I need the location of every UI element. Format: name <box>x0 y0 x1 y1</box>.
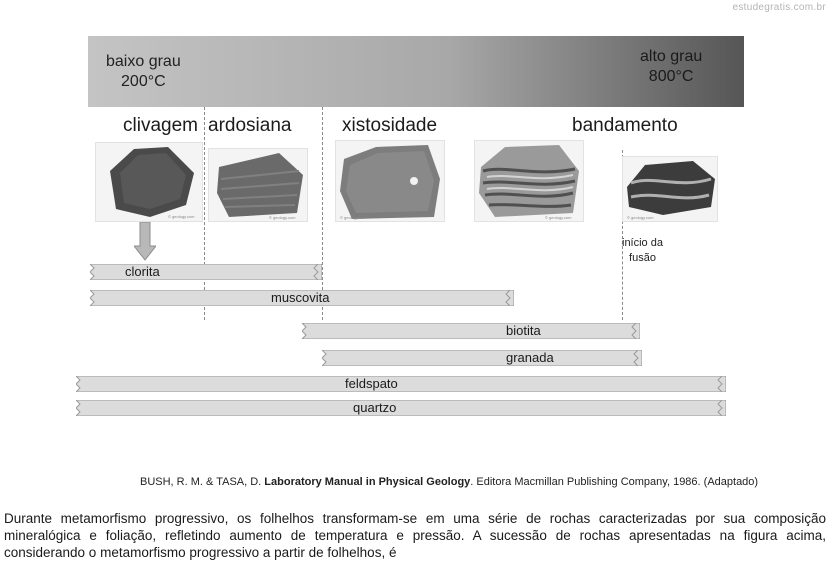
fusion-label-line1: início da <box>622 237 663 249</box>
rock-caption-2: © geology.com <box>269 215 296 220</box>
mineral-label-feldspato: feldspato <box>345 376 398 391</box>
low-grade-label <box>106 52 181 92</box>
mineral-label-granada: granada <box>506 350 554 365</box>
mineral-label-quartzo: quartzo <box>353 400 397 415</box>
mineral-band-muscovita <box>90 290 514 306</box>
rock-caption-3: © geology.com <box>340 215 367 220</box>
stage-bandamento: bandamento <box>572 115 678 136</box>
mineral-label-muscovita: muscovita <box>271 290 330 305</box>
citation-publisher: . Editora Macmillan Publishing Company, 1986. (Adaptado) <box>470 476 759 488</box>
rock-caption-1: © geology.com <box>168 214 195 219</box>
mineral-label-biotita: biotita <box>506 323 541 338</box>
rock-photo-schist <box>335 140 445 222</box>
down-arrow-icon <box>134 222 156 267</box>
question-text: Durante metamorfismo progressivo, os folhelhos transformam-se em uma série de rochas caracterizadas por sua composição mineralógica e foliação, refletindo aumento de temperatura e pressão. A sucessão de rochas apresentadas na figura acima, considerando o metamorfismo progressivo a partir de folhelhos, é <box>4 511 826 560</box>
stage-ardosiana: ardosiana <box>208 115 292 136</box>
high-grade-title: alto grau <box>640 48 703 65</box>
mineral-band-granada <box>322 350 642 366</box>
watermark: estudegratis.com.br <box>732 2 826 13</box>
rock-photo-phyllite <box>208 148 308 222</box>
fusion-label-line2: fusão <box>629 252 656 264</box>
mineral-label-clorita: clorita <box>125 264 160 279</box>
mineral-band-feldspato <box>76 376 726 392</box>
rock-caption-5: © geology.com <box>627 215 654 220</box>
rock-photo-slate <box>95 142 203 222</box>
low-grade-temperature: 200°C <box>121 73 166 90</box>
rock-caption-4: © geology.com <box>545 215 572 220</box>
citation-title: Laboratory Manual in Physical Geology <box>264 476 471 488</box>
mineral-band-clorita <box>90 264 322 280</box>
stage-clivagem: clivagem <box>123 115 198 136</box>
divider-line-1 <box>204 107 205 320</box>
rock-photo-migmatite <box>622 156 718 222</box>
mineral-band-quartzo <box>76 400 726 416</box>
high-grade-label <box>640 47 702 87</box>
stage-xistosidade: xistosidade <box>342 115 438 136</box>
mineral-band-biotita <box>302 323 640 339</box>
rock-photo-gneiss <box>474 140 584 222</box>
citation-authors: BUSH, R. M. & TASA, D. <box>140 476 265 488</box>
high-grade-temperature: 800°C <box>648 68 694 85</box>
low-grade-title: baixo grau <box>106 53 181 70</box>
fusion-label <box>622 236 663 266</box>
citation <box>140 476 758 488</box>
divider-line-2 <box>322 107 323 320</box>
